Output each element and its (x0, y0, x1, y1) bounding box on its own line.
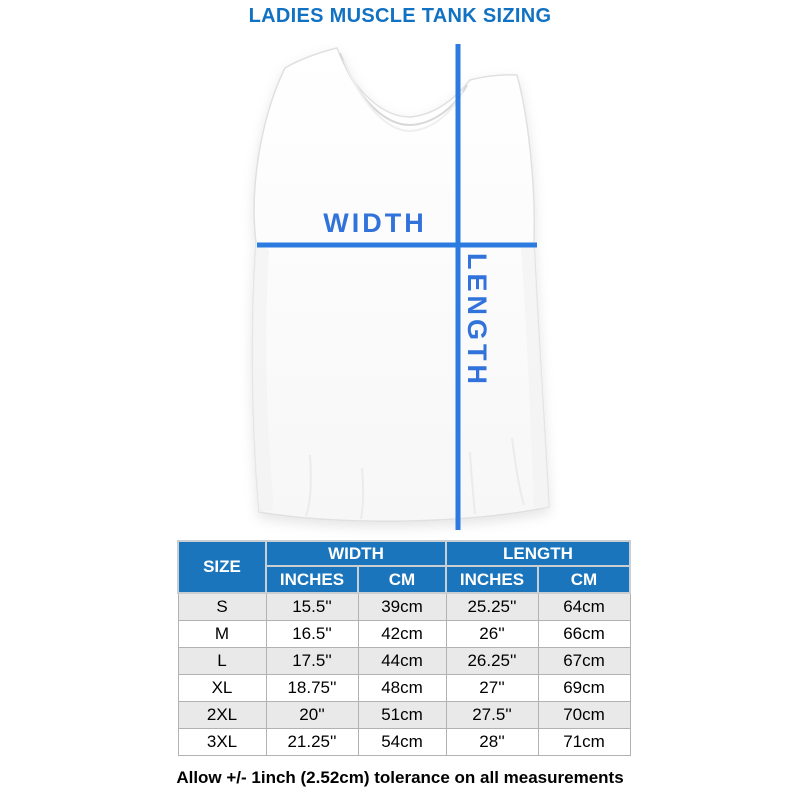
tank-garment (252, 48, 549, 521)
width-cm-cell: 44cm (358, 648, 446, 675)
table-row-2xl (178, 702, 630, 729)
width-inches-cell: 16.5'' (266, 621, 358, 648)
length-group-header: LENGTH (446, 541, 630, 566)
width-inches-cell: 18.75'' (266, 675, 358, 702)
width-inches-header: INCHES (266, 566, 358, 593)
table-row-3xl (178, 729, 630, 756)
width-inches-cell: 21.25'' (266, 729, 358, 756)
length-inches-cell: 27.5'' (446, 702, 538, 729)
width-group-header: WIDTH (266, 541, 446, 566)
length-inches-cell: 26.25'' (446, 648, 538, 675)
table-row-xl (178, 675, 630, 702)
length-cm-cell: 66cm (538, 621, 630, 648)
size-cell: S (178, 593, 266, 621)
table-row-l (178, 648, 630, 675)
size-cell: 3XL (178, 729, 266, 756)
size-column-header: SIZE (178, 541, 266, 593)
table-row-s (178, 593, 630, 621)
length-cm-cell: 69cm (538, 675, 630, 702)
width-inches-cell: 15.5'' (266, 593, 358, 621)
length-cm-cell: 70cm (538, 702, 630, 729)
table-row-m (178, 621, 630, 648)
width-label: WIDTH (323, 208, 427, 238)
length-cm-cell: 64cm (538, 593, 630, 621)
length-inches-cell: 26'' (446, 621, 538, 648)
length-inches-cell: 27'' (446, 675, 538, 702)
length-inches-cell: 25.25'' (446, 593, 538, 621)
width-inches-cell: 20'' (266, 702, 358, 729)
length-label: LENGTH (462, 253, 492, 388)
size-cell: XL (178, 675, 266, 702)
tolerance-note: Allow +/- 1inch (2.52cm) tolerance on all measurements (176, 768, 624, 787)
width-cm-cell: 54cm (358, 729, 446, 756)
size-table (177, 540, 631, 756)
width-cm-header: CM (358, 566, 446, 593)
length-cm-cell: 71cm (538, 729, 630, 756)
width-cm-cell: 51cm (358, 702, 446, 729)
width-cm-cell: 48cm (358, 675, 446, 702)
width-inches-cell: 17.5'' (266, 648, 358, 675)
page-title: LADIES MUSCLE TANK SIZING (248, 5, 552, 27)
length-cm-header: CM (538, 566, 630, 593)
length-cm-cell: 67cm (538, 648, 630, 675)
size-cell: 2XL (178, 702, 266, 729)
size-cell: M (178, 621, 266, 648)
length-inches-header: INCHES (446, 566, 538, 593)
width-cm-cell: 42cm (358, 621, 446, 648)
size-cell: L (178, 648, 266, 675)
width-cm-cell: 39cm (358, 593, 446, 621)
length-inches-cell: 28'' (446, 729, 538, 756)
